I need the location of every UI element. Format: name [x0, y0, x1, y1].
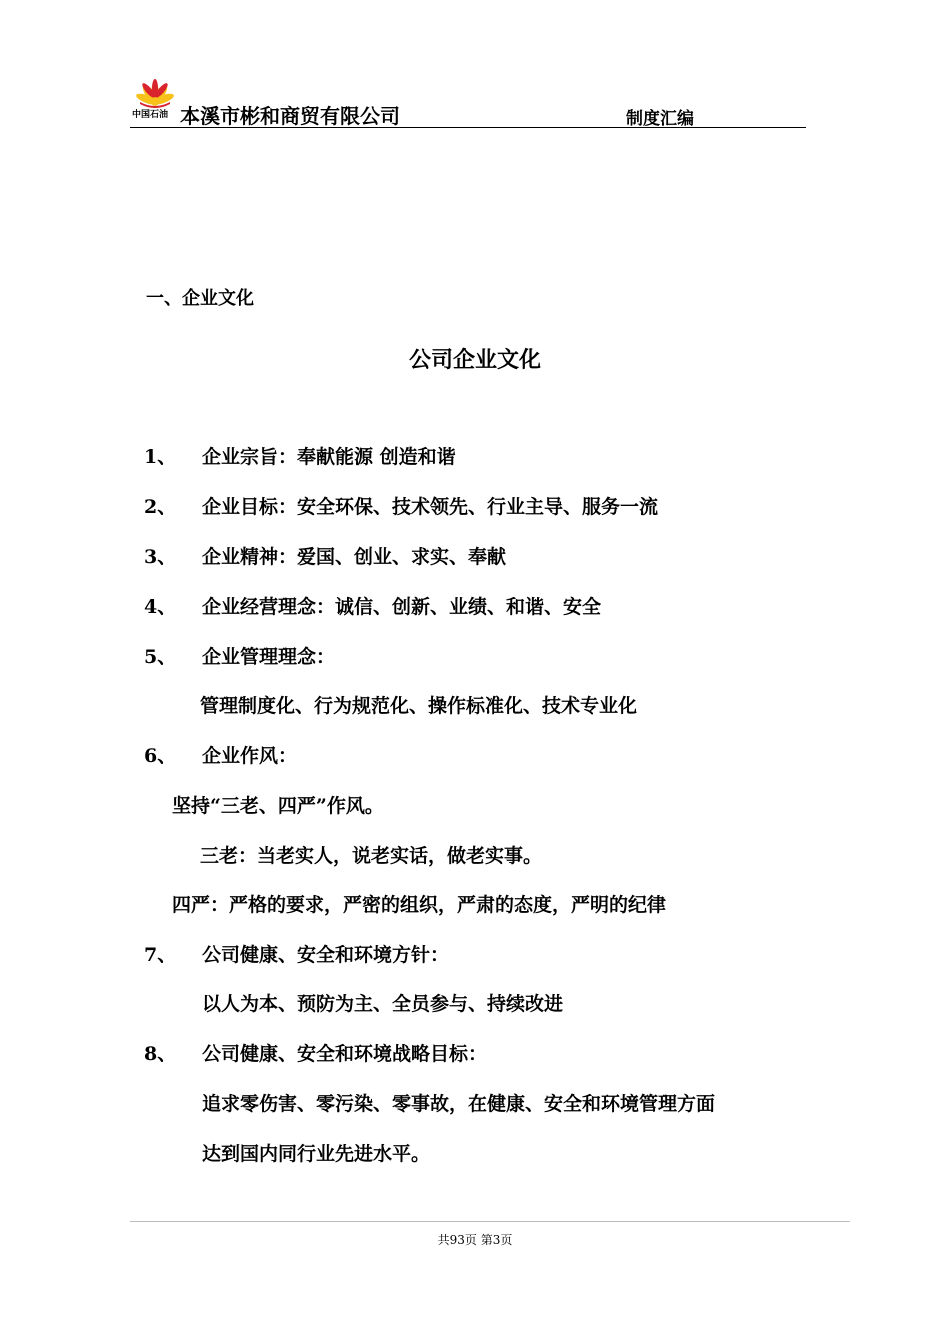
- item-number: 8、: [144, 1043, 177, 1065]
- item-text: 企业管理理念：: [202, 646, 336, 668]
- header-rule: [130, 127, 806, 128]
- item-text: 企业目标：安全环保、技术领先、行业主导、服务一流: [202, 496, 659, 518]
- item-subtext: 达到国内同行业先进水平。: [202, 1143, 431, 1165]
- item-number: 6、: [144, 745, 177, 767]
- logo-text: 中国石油: [132, 110, 169, 120]
- item-text: 企业经营理念：诚信、创新、业绩、和谐、安全: [202, 596, 602, 618]
- item-subtext: 四严：严格的要求，严密的组织，严肃的态度，严明的纪律: [172, 894, 667, 916]
- item-subtext: 以人为本、预防为主、全员参与、持续改进: [202, 993, 564, 1015]
- doc-series-title: 制度汇编: [626, 109, 694, 129]
- item-number: 7、: [144, 944, 177, 966]
- item-number: 4、: [144, 596, 177, 618]
- item-text: 企业作风：: [202, 745, 298, 767]
- item-number: 5、: [144, 646, 177, 668]
- item-subtext: 坚持“三老、四严”作风。: [172, 795, 384, 817]
- page-footer: 共93页 第3页: [437, 1233, 513, 1247]
- footer-rule: [130, 1221, 850, 1222]
- item-number: 2、: [144, 496, 177, 518]
- section-heading: 一、企业文化: [146, 288, 254, 309]
- page-title: 公司企业文化: [408, 347, 541, 373]
- item-subtext: 追求零伤害、零污染、零事故，在健康、安全和环境管理方面: [202, 1093, 716, 1115]
- item-text: 公司健康、安全和环境方针：: [202, 944, 450, 966]
- item-text: 企业宗旨：奉献能源 创造和谐: [202, 446, 456, 468]
- item-number: 3、: [144, 546, 177, 568]
- item-subtext: 三老：当老实人，说老实话，做老实事。: [200, 845, 543, 867]
- item-number: 1、: [144, 446, 177, 468]
- item-text: 企业精神：爱国、创业、求实、奉献: [202, 546, 507, 568]
- item-text: 公司健康、安全和环境战略目标：: [202, 1043, 488, 1065]
- company-name: 本溪市彬和商贸有限公司: [180, 104, 400, 128]
- item-subtext: 管理制度化、行为规范化、操作标准化、技术专业化: [200, 695, 638, 717]
